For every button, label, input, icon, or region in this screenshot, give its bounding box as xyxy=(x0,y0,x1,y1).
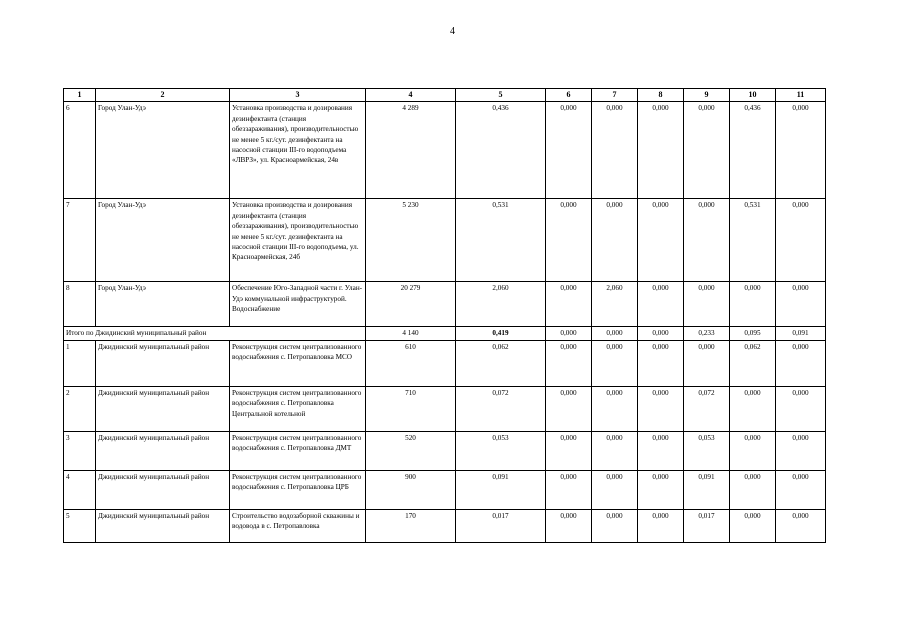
column-header: 7 xyxy=(592,89,638,102)
column-header: 8 xyxy=(638,89,684,102)
table-cell: 0,072 xyxy=(684,386,730,431)
table-cell: 0,000 xyxy=(638,509,684,542)
table-cell: 0,053 xyxy=(456,431,546,470)
table-cell: 0,000 xyxy=(638,102,684,199)
total-value: 0,000 xyxy=(592,327,638,340)
table-cell: 0,000 xyxy=(638,282,684,327)
table-cell: 0,000 xyxy=(592,199,638,282)
total-value: 0,000 xyxy=(638,327,684,340)
table-cell: 5 xyxy=(64,509,96,542)
table-cell: 0,000 xyxy=(592,509,638,542)
table-cell: Джидинский муниципальный район xyxy=(96,509,230,542)
column-header: 3 xyxy=(230,89,366,102)
table-cell: Джидинский муниципальный район xyxy=(96,470,230,509)
table-cell: 0,053 xyxy=(684,431,730,470)
column-header: 10 xyxy=(730,89,776,102)
total-row xyxy=(64,327,826,340)
table-cell: 0,000 xyxy=(638,386,684,431)
table-cell: 8 xyxy=(64,282,96,327)
table-cell: Реконструкция систем централизованного водоснабжения с. Петропавловка ЦРБ xyxy=(230,470,366,509)
total-value: 0,091 xyxy=(776,327,826,340)
table-cell: 4 xyxy=(64,470,96,509)
table-cell: 0,000 xyxy=(776,340,826,386)
table-cell: 0,062 xyxy=(730,340,776,386)
total-value: 0,095 xyxy=(730,327,776,340)
table-cell: 0,000 xyxy=(592,386,638,431)
table-cell: Город Улан-Удэ xyxy=(96,102,230,199)
table-cell: Строительство водозаборной скважины и водовода в с. Петропавловка xyxy=(230,509,366,542)
table-cell: 0,000 xyxy=(546,199,592,282)
table-cell: 0,000 xyxy=(546,386,592,431)
table-cell: Джидинский муниципальный район xyxy=(96,431,230,470)
table-row xyxy=(64,386,826,431)
table-cell: 2,060 xyxy=(456,282,546,327)
table-cell: Установка производства и дозирования дезинфектанта (станция обеззараживания), производительностью не менее 5 кг./сут. дезинфектанта на насосной станции III-го водоподъема, ул. Красноармейская, 24б xyxy=(230,199,366,282)
header-row xyxy=(64,89,826,102)
table-cell: 0,436 xyxy=(456,102,546,199)
table-cell: 0,436 xyxy=(730,102,776,199)
table-cell: 520 xyxy=(366,431,456,470)
table-cell: 0,000 xyxy=(592,340,638,386)
total-value: 0,419 xyxy=(456,327,546,340)
table-cell: 0,000 xyxy=(546,431,592,470)
column-header: 1 xyxy=(64,89,96,102)
data-table xyxy=(63,88,826,543)
total-value: 4 140 xyxy=(366,327,456,340)
table-cell: 170 xyxy=(366,509,456,542)
table-cell: 0,000 xyxy=(776,470,826,509)
column-header: 4 xyxy=(366,89,456,102)
table-cell: Джидинский муниципальный район xyxy=(96,386,230,431)
table-cell: 0,531 xyxy=(456,199,546,282)
column-header: 6 xyxy=(546,89,592,102)
table-row xyxy=(64,431,826,470)
table-cell: 0,091 xyxy=(684,470,730,509)
table-cell: 0,062 xyxy=(456,340,546,386)
table-cell: 0,000 xyxy=(776,199,826,282)
table-cell: 5 230 xyxy=(366,199,456,282)
table-cell: 4 289 xyxy=(366,102,456,199)
table-cell: 2,060 xyxy=(592,282,638,327)
table-cell: 0,017 xyxy=(684,509,730,542)
total-label: Итого по Джидинский муниципальный район xyxy=(64,327,366,340)
column-header: 2 xyxy=(96,89,230,102)
table-cell: 0,000 xyxy=(730,431,776,470)
column-header: 9 xyxy=(684,89,730,102)
table-cell: 0,000 xyxy=(638,199,684,282)
table-cell: 0,017 xyxy=(456,509,546,542)
table-cell: Реконструкция систем централизованного водоснабжения с. Петропавловка Центральной котельной xyxy=(230,386,366,431)
table-row xyxy=(64,102,826,199)
table-cell: Установка производства и дозирования дезинфектанта (станция обеззараживания), производительностью не менее 5 кг./сут. дезинфектанта на насосной станции III-го водоподъема «ЛВРЗ», ул. Красноармейская, 24в xyxy=(230,102,366,199)
table-cell: 0,000 xyxy=(730,470,776,509)
table-cell: 0,000 xyxy=(776,282,826,327)
table-cell: 0,000 xyxy=(684,340,730,386)
table-row xyxy=(64,340,826,386)
table-cell: 0,000 xyxy=(776,431,826,470)
table-row xyxy=(64,199,826,282)
column-header: 11 xyxy=(776,89,826,102)
column-header: 5 xyxy=(456,89,546,102)
table-cell: 710 xyxy=(366,386,456,431)
table-cell: 610 xyxy=(366,340,456,386)
total-value: 0,000 xyxy=(546,327,592,340)
table-cell: 0,000 xyxy=(592,470,638,509)
table-row xyxy=(64,282,826,327)
table-cell: 0,000 xyxy=(546,340,592,386)
table-cell: 0,000 xyxy=(546,102,592,199)
table-cell: Город Улан-Удэ xyxy=(96,199,230,282)
table-row xyxy=(64,470,826,509)
table-cell: 0,000 xyxy=(776,386,826,431)
table-cell: 0,000 xyxy=(730,509,776,542)
table-cell: 0,000 xyxy=(730,282,776,327)
table-cell: 0,000 xyxy=(776,102,826,199)
table-cell: 0,000 xyxy=(638,431,684,470)
table-cell: 0,091 xyxy=(456,470,546,509)
table-cell: 0,000 xyxy=(684,282,730,327)
table-cell: 6 xyxy=(64,102,96,199)
table-row xyxy=(64,509,826,542)
table-cell: Обеспечение Юго-Западной части г. Улан-Удэ коммунальной инфраструктурой. Водоснабжение xyxy=(230,282,366,327)
table-cell: 1 xyxy=(64,340,96,386)
table-cell: 0,000 xyxy=(776,509,826,542)
table-cell: 0,531 xyxy=(730,199,776,282)
table-cell: 0,000 xyxy=(730,386,776,431)
table-cell: Реконструкция систем централизованного водоснабжения с. Петропавловка МСО xyxy=(230,340,366,386)
table-cell: 0,000 xyxy=(638,340,684,386)
page-number: 4 xyxy=(450,26,455,37)
table-cell: 7 xyxy=(64,199,96,282)
table-cell: 0,000 xyxy=(684,102,730,199)
table-cell: 0,000 xyxy=(684,199,730,282)
table-cell: 0,000 xyxy=(592,431,638,470)
table-cell: 0,000 xyxy=(546,282,592,327)
table-cell: 0,072 xyxy=(456,386,546,431)
table-cell: 0,000 xyxy=(546,470,592,509)
table-cell: 900 xyxy=(366,470,456,509)
table-cell: 3 xyxy=(64,431,96,470)
table-cell: 0,000 xyxy=(638,470,684,509)
table-cell: 2 xyxy=(64,386,96,431)
table-cell: 0,000 xyxy=(546,509,592,542)
table-cell: 20 279 xyxy=(366,282,456,327)
table-cell: Город Улан-Удэ xyxy=(96,282,230,327)
table-cell: Джидинский муниципальный район xyxy=(96,340,230,386)
table-cell: Реконструкция систем централизованного водоснабжения с. Петропавловка ДМТ xyxy=(230,431,366,470)
table-cell: 0,000 xyxy=(592,102,638,199)
total-value: 0,233 xyxy=(684,327,730,340)
